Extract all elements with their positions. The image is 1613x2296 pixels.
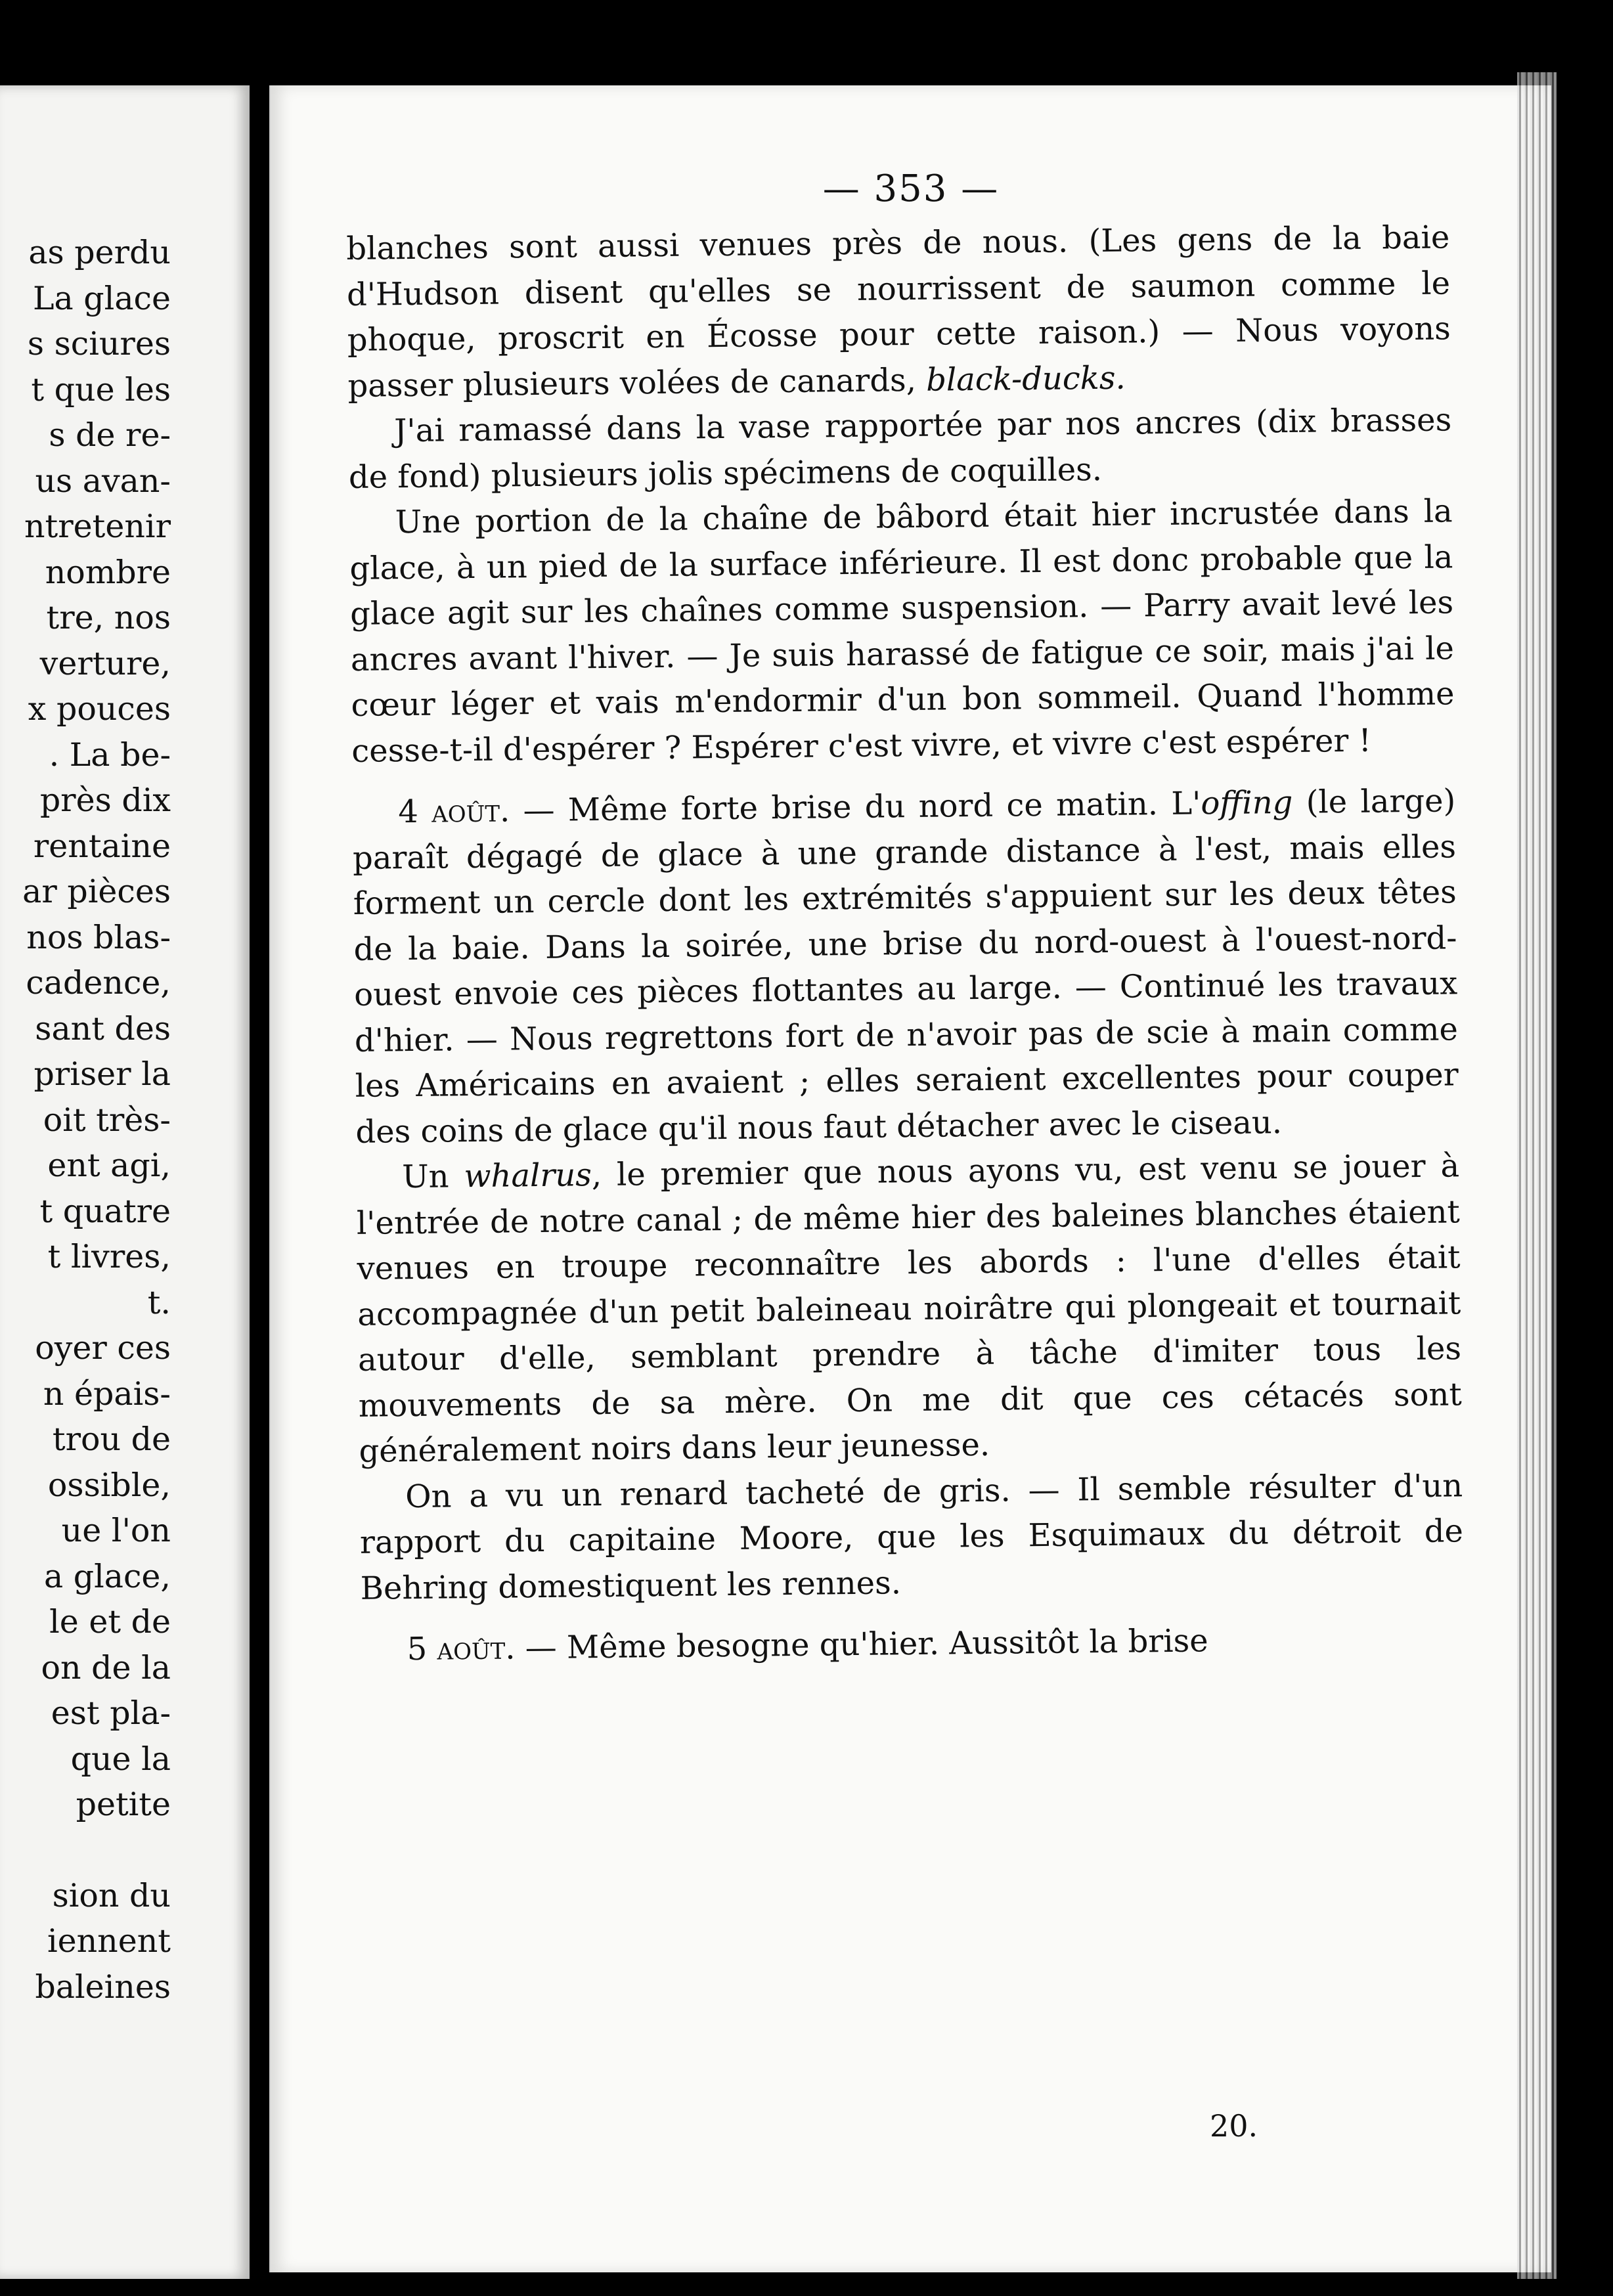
left-page-line: t quatre [39, 1192, 171, 1230]
right-page [269, 85, 1551, 2272]
paragraph-5 [356, 1143, 1463, 1474]
left-page-line: oyer ces [35, 1329, 171, 1367]
paragraph-7 [361, 1616, 1465, 1673]
body-text [346, 215, 1465, 1673]
left-page-line: t livres, [47, 1238, 171, 1275]
date-5-aout: 5 août. [407, 1629, 516, 1668]
paragraph-2: J'ai ramassé dans la vase rapportée par nos ancres (dix brasses de fond) plusieurs jolis spécimens de coquilles. [348, 401, 1452, 496]
paragraph-1-text: blanches sont aussi venues près de nous. (Les gens de la baie d'Hudson disent qu'elles se nourrissent de saumon comme le phoque, proscrit en Écosse pour cette raison.) — Nous voyons passer plusieurs volées de canards, [346, 219, 1451, 405]
left-page-line: est pla- [51, 1694, 171, 1732]
left-page-line: tre, nos [46, 599, 171, 636]
left-page-line: ntretenir [24, 508, 171, 545]
left-page-line: priser la [33, 1055, 171, 1093]
left-page-line: nombre [45, 553, 171, 591]
left-page-line: cadence, [26, 964, 171, 1002]
paragraph-1 [346, 215, 1451, 409]
paragraph-4-italic: offing [1201, 784, 1293, 822]
left-page-line: verture, [39, 644, 171, 682]
left-page-line: a glace, [43, 1557, 171, 1595]
paragraph-3: Une portion de la chaîne de bâbord était hier incrustée dans la glace, à un pied de la surface inférieure. Il est donc probable que la glace agit sur les chaînes comme suspension. — Parry avait levé les ancres avant l'hiver. — Je suis harassé de fatigue ce soir, mais j'ai le cœur léger et vais m'endormir d'un bon sommeil. Quand l'homme cesse-t-il d'espérer ? Espérer c'est vivre, et vivre c'est espérer ! [349, 493, 1455, 770]
left-page-line: baleines [35, 1968, 171, 2006]
left-page-line: s sciures [27, 325, 171, 363]
left-page-line: t. [147, 1283, 171, 1321]
left-page-line: as perdu [28, 234, 171, 271]
left-page-line: près dix [39, 782, 171, 819]
page-number: — 353 — [822, 167, 1000, 210]
left-page-line: ent agi, [47, 1147, 171, 1184]
left-page-line: le et de [49, 1603, 171, 1641]
paragraph-6: On a vu un renard tacheté de gris. — Il semble résulter d'un rapport du capitaine Moore, que les Esquimaux du détroit de Behring domestiquent les rennes. [359, 1467, 1464, 1607]
left-page-line: trou de [52, 1421, 171, 1458]
paragraph-4-text-b: (le large) paraît dégagé de glace à une grande distance à l'est, mais elles forment un cercle dont les extrémités s'appuient sur les deux têtes de la baie. Dans la soirée, une brise du nord-ouest à l'ouest-nord-ouest envoie ces pièces flottantes au large. — Continué les travaux d'hier. — Nous regrettons fort de n'avoir pas de scie à main comme les Américains en avaient ; elles seraient excellentes pour couper des coins de glace qu'il nous faut détacher avec le ciseau. [352, 782, 1459, 1151]
paragraph-5-text-b: , le premier que nous ayons vu, est venu se jouer à l'entrée de notre canal ; de même hier des baleines blanches étaient venues en troupe reconnaître les abords : l'une d'elles était accompagnée d'un petit baleineau noirâtre qui plongeait et tournait autour d'elle, semblant prendre à tâche d'imiter tous les mouvements de sa mère. On me dit que ces cétacés sont généralement noirs dans leur jeunesse. [356, 1147, 1463, 1470]
left-page-text [0, 230, 171, 2010]
left-page-line: iennent [47, 1922, 171, 1960]
left-page-line: sant des [35, 1009, 171, 1048]
left-page-line: ar pièces [22, 873, 171, 910]
paragraph-5-text-a: Un [401, 1158, 464, 1196]
paragraph-7-text: — Même besogne qu'hier. Aussitôt la brise [515, 1622, 1208, 1667]
paragraph-4-text-a: — Même forte brise du nord ce matin. L' [509, 785, 1201, 829]
left-page-line: rentaine [33, 827, 171, 865]
left-page-line: us avan- [35, 462, 171, 500]
date-4-aout: 4 août. [398, 792, 510, 831]
left-page-line: petite [76, 1786, 171, 1823]
left-page-line: nos blas- [26, 918, 171, 956]
left-page-line: x pouces [28, 690, 171, 728]
left-page-line: s de re- [49, 416, 171, 454]
paragraph-1-italic: black-ducks. [925, 359, 1126, 399]
left-page-line: sion du [52, 1876, 171, 1914]
left-page-line: ue l'on [61, 1512, 171, 1549]
left-page-line: . La be- [49, 736, 171, 774]
left-page-line [0, 1828, 171, 1873]
left-page-line: t que les [31, 370, 171, 408]
left-page-line: La glace [32, 279, 171, 317]
left-page-line: n épais- [43, 1375, 171, 1413]
left-page-line: oit très- [43, 1101, 171, 1139]
left-page-line: ossible, [47, 1466, 171, 1504]
signature-mark: 20. [1210, 2108, 1258, 2144]
paragraph-4 [352, 778, 1459, 1155]
left-page [0, 85, 250, 2279]
page-edge [1517, 72, 1557, 2279]
left-page-line: que la [70, 1740, 171, 1778]
left-page-line: on de la [41, 1648, 171, 1687]
paragraph-5-italic: whalrus [464, 1157, 592, 1195]
